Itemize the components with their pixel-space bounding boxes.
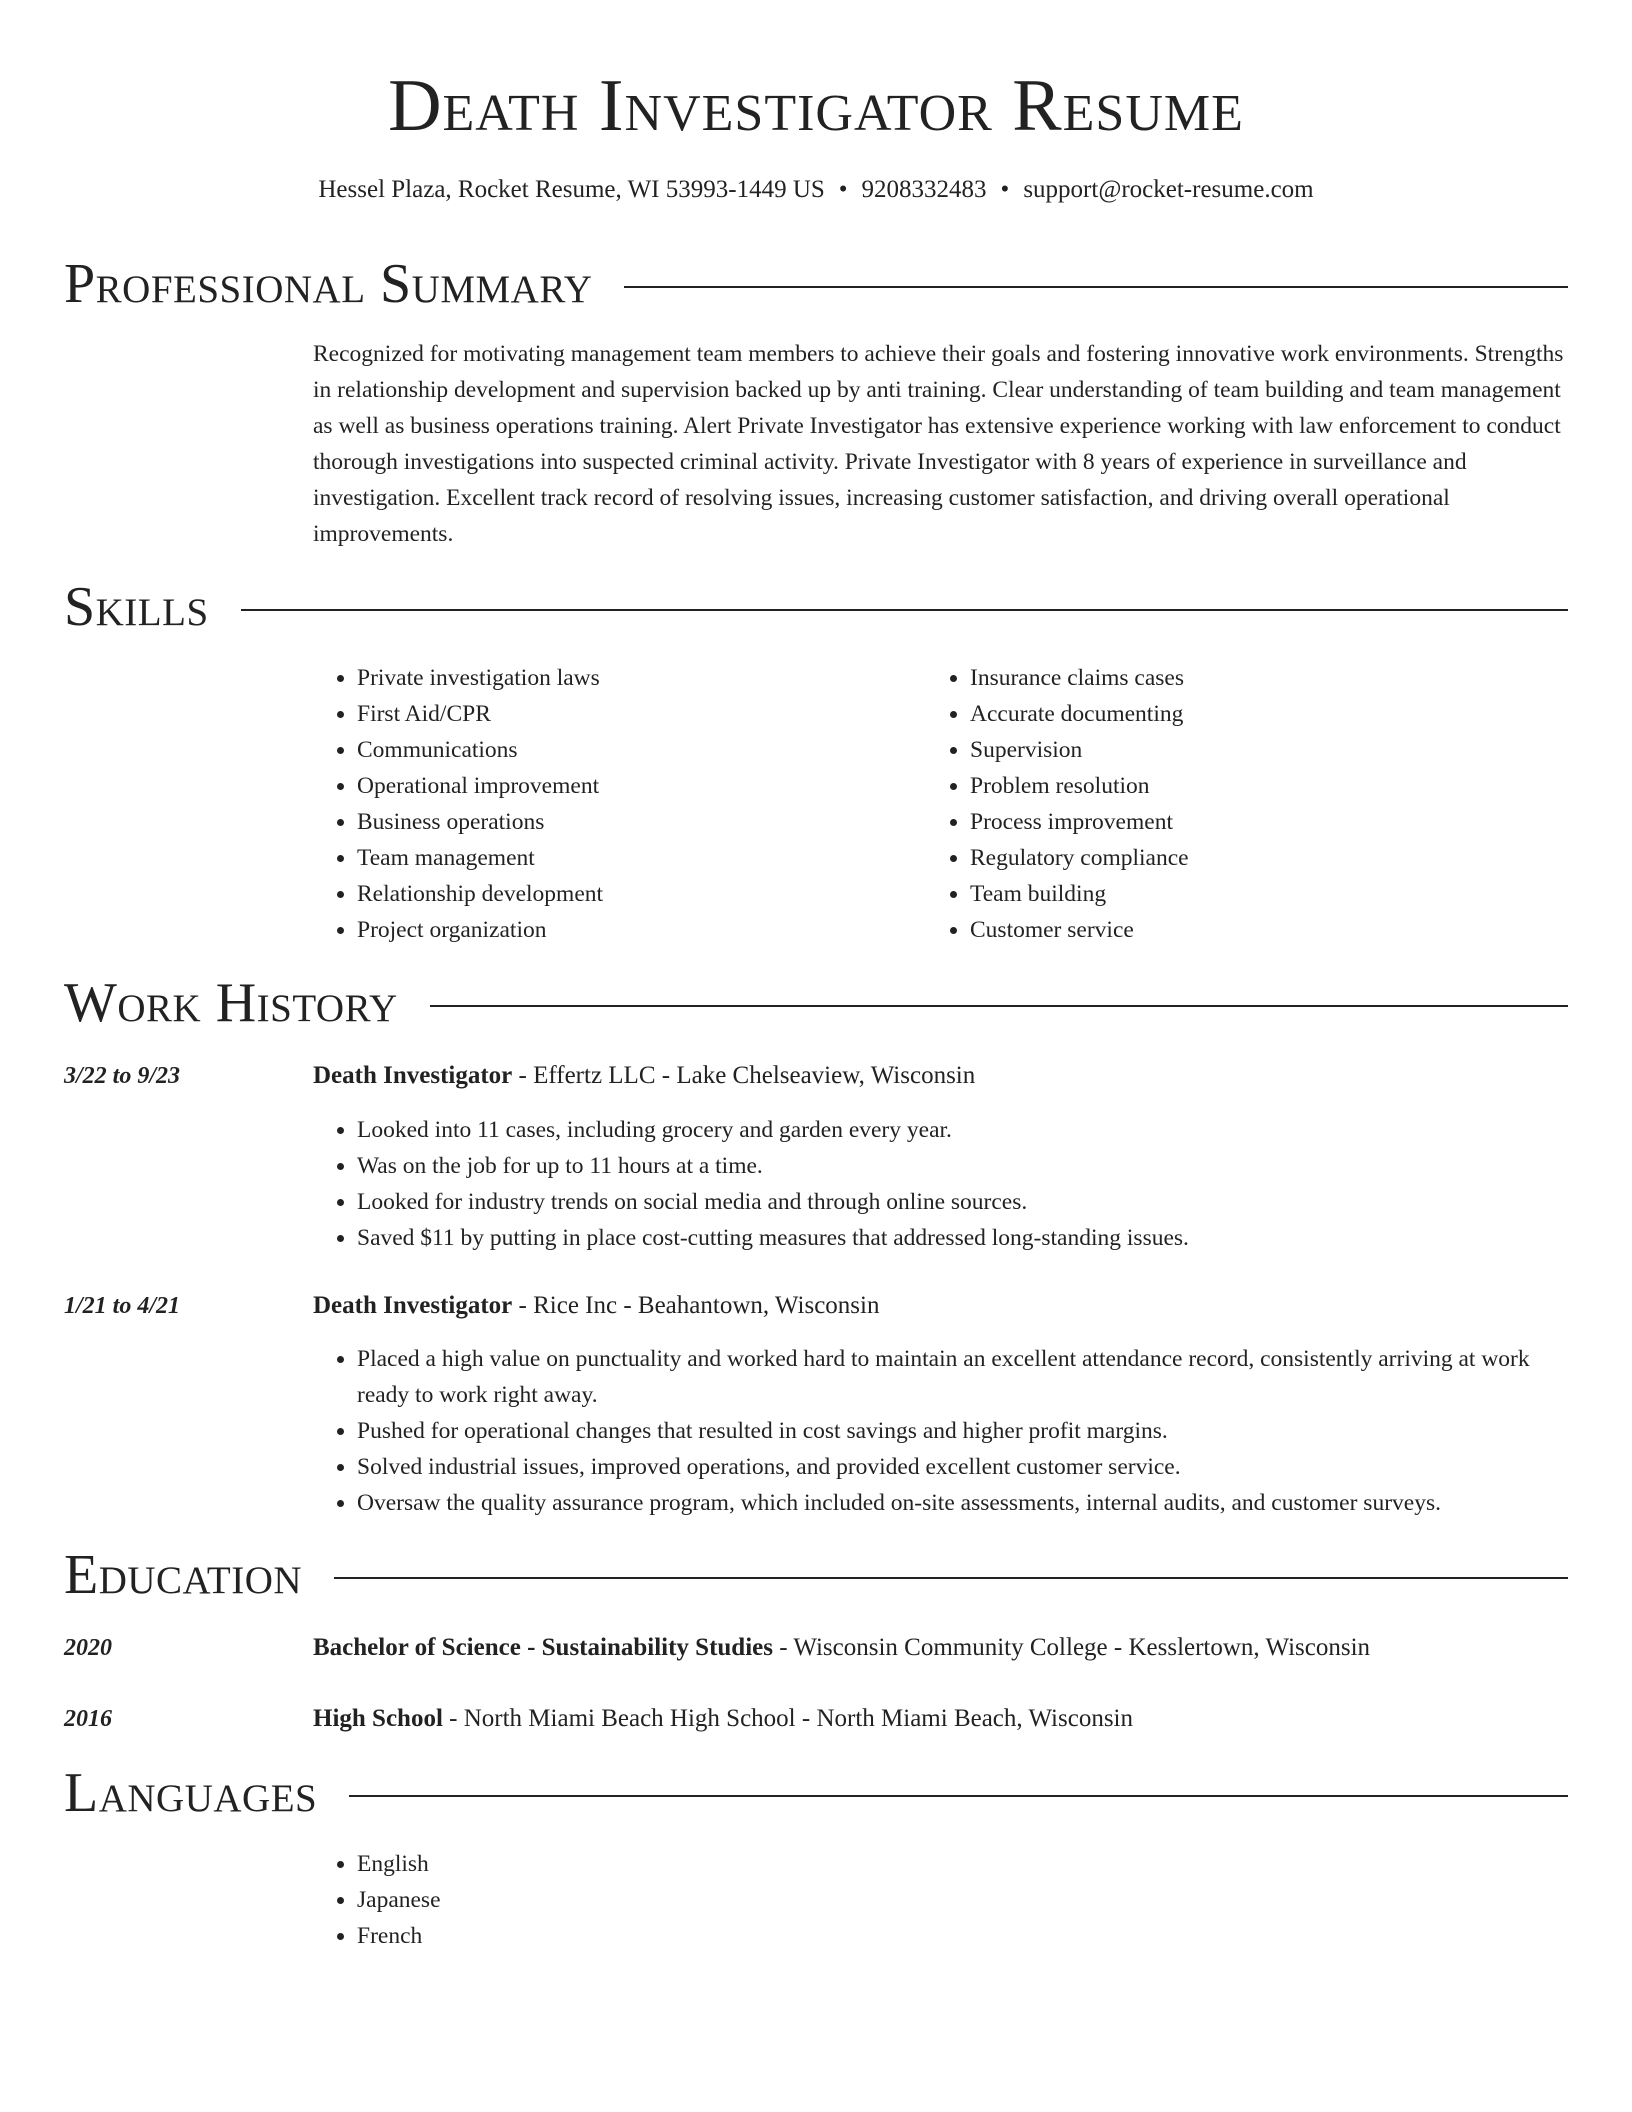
education-school: - Wisconsin Community College - Kesslertown, Wisconsin	[773, 1634, 1371, 1661]
skill-item: • Team management	[357, 840, 913, 876]
skill-item: • Communications	[357, 732, 913, 768]
job-title: Death Investigator	[313, 1292, 513, 1319]
section-header-skills	[64, 572, 1568, 642]
section-header-summary	[64, 249, 1568, 319]
job-duty-item: • Was on the job for up to 11 hours at a time.	[357, 1148, 1568, 1184]
job-duty-item: • Pushed for operational changes that resulted in cost savings and higher profit margins.	[357, 1413, 1568, 1449]
skill-item: • Private investigation laws	[357, 660, 913, 696]
job-duty-item: • Oversaw the quality assurance program, which included on-site assessments, internal audits, and customer surveys.	[357, 1485, 1568, 1521]
job-company-location: - Effertz LLC - Lake Chelseaview, Wisconsin	[512, 1062, 976, 1089]
section-title-summary: Professional Summary	[64, 253, 593, 315]
job-duty-item: • Placed a high value on punctuality and worked hard to maintain an excellent attendance record, consistently arriving at work ready to work right away.	[357, 1341, 1568, 1413]
contact-address: Hessel Plaza, Rocket Resume, WI 53993-1449 US	[318, 176, 825, 203]
job-duties	[313, 1341, 1568, 1521]
section-title-skills: Skills	[64, 576, 209, 638]
job-heading	[313, 1288, 1568, 1324]
section-divider	[334, 1577, 1568, 1579]
job-title: Death Investigator	[313, 1062, 513, 1089]
resume-title: Death Investigator Resume	[388, 65, 1244, 147]
job-dates: 1/21 to 4/21	[64, 1293, 181, 1319]
job-dates: 3/22 to 9/23	[64, 1063, 181, 1089]
job-company-location: - Rice Inc - Beahantown, Wisconsin	[512, 1292, 880, 1319]
skill-item: • Supervision	[970, 732, 1526, 768]
skill-item: • Accurate documenting	[970, 696, 1526, 732]
section-divider	[430, 1005, 1568, 1007]
skill-item: • Process improvement	[970, 804, 1526, 840]
education-degree: Bachelor of Science - Sustainability Studies	[313, 1634, 773, 1661]
skill-item: • Project organization	[357, 912, 913, 948]
languages-list	[313, 1846, 1568, 1954]
language-item: • French	[357, 1918, 1568, 1954]
skill-item: • First Aid/CPR	[357, 696, 913, 732]
section-divider	[241, 609, 1568, 611]
skill-item: • Business operations	[357, 804, 913, 840]
skills-column-right	[926, 660, 1526, 948]
section-header-work-history	[64, 968, 1568, 1038]
language-item: • Japanese	[357, 1882, 1568, 1918]
education-degree: High School	[313, 1705, 443, 1732]
contact-separator: •	[1000, 176, 1010, 203]
skill-item: • Regulatory compliance	[970, 840, 1526, 876]
section-header-education	[64, 1540, 1568, 1610]
education-entry	[313, 1701, 1568, 1737]
job-duty-item: • Looked into 11 cases, including grocery and garden every year.	[357, 1112, 1568, 1148]
education-year: 2016	[64, 1706, 112, 1732]
skill-item: • Problem resolution	[970, 768, 1526, 804]
job-duty-item: • Saved $11 by putting in place cost-cutting measures that addressed long-standing issues.	[357, 1220, 1568, 1256]
contact-separator: •	[838, 176, 848, 203]
skill-item: • Relationship development	[357, 876, 913, 912]
skill-item: • Insurance claims cases	[970, 660, 1526, 696]
job-duty-item: • Looked for industry trends on social media and through online sources.	[357, 1184, 1568, 1220]
education-school: - North Miami Beach High School - North Miami Beach, Wisconsin	[442, 1705, 1133, 1732]
education-year: 2020	[64, 1635, 112, 1661]
contact-line	[0, 172, 1632, 208]
job-duties	[313, 1112, 1568, 1256]
skill-item: • Operational improvement	[357, 768, 913, 804]
section-title-work-history: Work History	[64, 972, 398, 1034]
skills-column-left	[313, 660, 913, 948]
contact-phone: 9208332483	[861, 176, 987, 203]
job-heading	[313, 1058, 1568, 1094]
section-divider	[624, 286, 1568, 288]
summary-text: Recognized for motivating management team members to achieve their goals and fostering innovative work environments. Strengths in relationship development and supervision backed up by anti training. Clear understanding of team building and team management as well as business operations training. Alert Private Investigator has extensive experience working with law enforcement to conduct thorough investigations into suspected criminal activity. Private Investigator with 8 years of experience in surveillance and investigation. Excellent track record of resolving issues, increasing customer satisfaction, and driving overall operational improvements.	[313, 341, 1564, 547]
job-duty-item: • Solved industrial issues, improved operations, and provided excellent customer service.	[357, 1449, 1568, 1485]
section-title-languages: Languages	[64, 1762, 318, 1824]
education-entry	[313, 1630, 1568, 1666]
section-divider	[349, 1795, 1568, 1797]
language-item: • English	[357, 1846, 1568, 1882]
section-title-education: Education	[64, 1544, 303, 1606]
section-header-languages	[64, 1758, 1568, 1828]
contact-email: support@rocket-resume.com	[1023, 176, 1314, 203]
skill-item: • Customer service	[970, 912, 1526, 948]
skill-item: • Team building	[970, 876, 1526, 912]
